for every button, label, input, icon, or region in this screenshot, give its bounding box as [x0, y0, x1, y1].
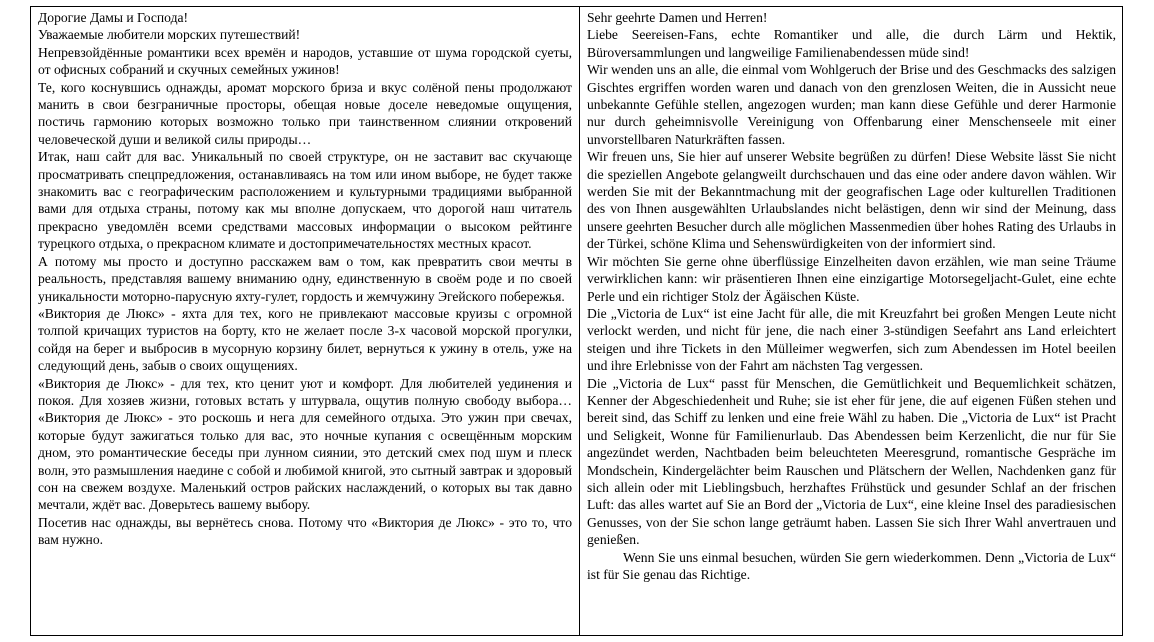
ru-paragraph: Те, кого коснувшись однажды, аромат морского бриза и вкус солёной пены продолжают манить в свои безграничные просторы, обещая новые доселе неведомые ощущения, постичь гармонию которых возможно только при таинственном слиянии откровений человеческой души и великой силы природы… [38, 79, 572, 147]
ru-closing: Посетив нас однажды, вы вернётесь снова. Потому что «Виктория де Люкс» - это то, что вам нужно. [38, 514, 572, 548]
de-paragraph: Wir möchten Sie gerne ohne überflüssige Einzelheiten davon erzählen, wie man seine Träume verwirklichen kann: wir präsentieren Ihnen eine einzigartige Motorsegeljacht-Gulet, eine echte Perle und ein richtiger Stolz der Ägäischen Küste. [587, 253, 1116, 304]
ru-paragraph: Итак, наш сайт для вас. Уникальный по своей структуре, он не заставит вас скучающе просматривать спецпредложения, останавливаясь на том или ином выборе, не будет также знакомить вас с географическим расположением и культурными традициями выбранной вами для отдыха страны, потому как мы вполне допускаем, что дорогой наш читатель прекрасно уведомлён всеми средствами массовых информации о высоком рейтинге турецкого отдыха, о прекрасном климате и достопримечательностях местных красот. [38, 149, 572, 252]
ru-greeting-2: Уважаемые любители морских путешествий! [38, 27, 301, 43]
ru-paragraph: «Виктория де Люкс» - яхта для тех, кого не привлекают массовые круизы с огромной толпой кричащих туристов на борту, кто не желает после 3-х часовой морской прогулки, сойдя на берег и выбросив в мусорную корзину билет, вернуться к ужину в отель, уже на следующий день, забыв о своих ощущениях. [38, 305, 572, 374]
de-paragraph: Wir freuen uns, Sie hier auf unserer Website begrüßen zu dürfen! Diese Website lässt Sie nicht die speziellen Angebote gelangweilt durchschauen und das eine oder andere davon wählen. Wir werden Sie mit der Bekanntmachung mit der geografischen Lage oder kulturellen Traditionen des von Ihnen ausgewählten Urlaubslandes nicht belästigen, denn wir sind der Meinung, dass unsere geehrten Besucher durch alle möglichen Massenmedien über hohes Rating des Urlaubs in der Türkei, schöne Klima und Sehenswürdigkeiten von der informiert sind. [587, 149, 1116, 252]
ru-paragraph: А потому мы просто и доступно расскажем вам о том, как превратить свои мечты в реальность, представляя вашему вниманию одну, единственную в своём роде и по своей уникальности моторно-парусную яхту-гулет, гордость и жемчужину Эгейского побережья. [38, 253, 572, 304]
de-greeting: Sehr geehrte Damen und Herren! [587, 10, 768, 25]
de-paragraph: Liebe Seereisen-Fans, echte Romantiker und alle, die durch Lärm und Hektik, Büroversammlungen und langweilige Familienabendessen müde sind! [587, 27, 1116, 60]
ru-paragraph: Непревзойдённые романтики всех времён и народов, уставшие от шума городской суеты, от офисных собраний и скучных семейных ужинов! [38, 44, 572, 78]
ru-greeting-1: Дорогие Дамы и Господа! [38, 10, 189, 25]
russian-column [31, 7, 580, 635]
german-column [580, 7, 1122, 635]
de-closing: Wenn Sie uns einmal besuchen, würden Sie gern wiederkommen. Denn „Victoria de Lux“ ist für Sie genau das Richtige. [587, 549, 1116, 582]
de-paragraph: Die „Victoria de Lux“ passt für Menschen, die Gemütlichkeit und Bequemlichkeit schätzen, Kenner der Abgeschiedenheit und Ruhe; sie ist eher für jene, die auf eigenen Füßen stehen und bereit sind, das Schiff zu lenken und eine freie Wähl zu haben. Die „Victoria de Lux“ ist Pracht und Seligkeit, Wonne für Familienurlaub. Das Abendessen beim Kerzenlicht, die nur für Sie angezündet werden, Nachtbaden beim beleuchteten Meeresgrund, romantische Gespräche im Mondschein, Kindergelächter beim Rauschen und Plätschern der Wellen, Nachdenken ganz für sich allein oder mit Lieblingsbuch, herzhaftes Frühstück und gesunder Schlaf an der frischen Luft: das alles wartet auf Sie an Bord der „Victoria de Lux“, eine kleine Insel des paradiesischen Genusses, von der Sie schon lange geträumt haben. Lassen Sie sich Ihrer Wahl anvertrauen und genießen. [587, 375, 1116, 548]
ru-paragraph: «Виктория де Люкс» - для тех, кто ценит уют и комфорт. Для любителей уединения и покоя. Для хозяев жизни, готовых встать у штурвала, ощутив полную свободу выбора… «Виктория де Люкс» - это роскошь и нега для семейного отдыха. Это ужин при свечах, которые будут зажигаться только для вас, это ночные купания с освещённым морским дном, это романтические беседы при лунном сиянии, это детский смех под шум и плеск волн, это размышления наедине с собой и любимой книгой, это сытный завтрак и здоровый сон на свежем воздухе. Маленький остров райских наслаждений, о которых вы так давно мечтали, ждёт вас. Доверьтесь вашему выбору. [38, 375, 572, 513]
de-paragraph: Die „Victoria de Lux“ ist eine Jacht für alle, die mit Kreuzfahrt bei großen Mengen Leute nicht verlockt werden, und nicht für jene, die nach einer 3-stündigen Seefahrt ans Land erleichtert steigen und ihre Tickets in den Mülleimer wegwerfen, sich zum Abendessen im Hotel beeilen und ihre Erlebnisse von der Fahrt am nächsten Tag vergessen. [587, 305, 1116, 374]
de-paragraph: Wir wenden uns an alle, die einmal vom Wohlgeruch der Brise und des Geschmacks des salzigen Gischtes ergriffen worden waren und danach von den grenzlosen Weiten, die in Aussicht neue unbekannte Gefühle stellen, angezogen wurden; man kann diese Gefühle und derer Harmonie nur durch geheimnisvolle Vereinigung von Offenbarung einer Menschenseele mit einer unvorstellbaren Naturkräften fassen. [587, 62, 1116, 147]
bilingual-text-table [30, 6, 1123, 636]
